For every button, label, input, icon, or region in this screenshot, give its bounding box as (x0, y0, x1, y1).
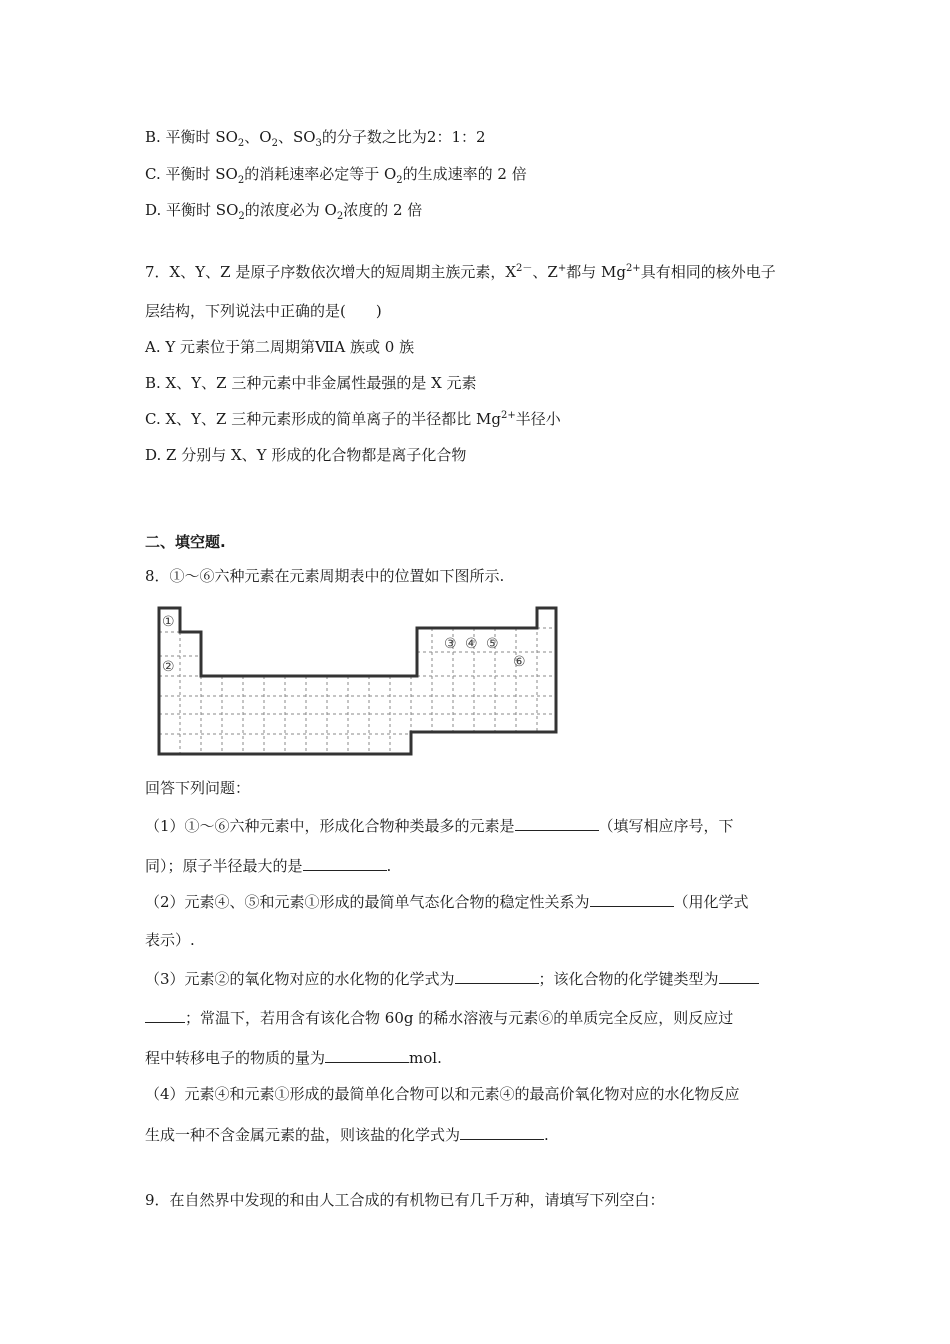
q7-option-d: D. Z 分别与 X、Y 形成的化合物都是离子化合物 (145, 446, 467, 464)
q6-option-c: C. 平衡时 $SO_2$的消耗速率必定等于 $O_2$的生成速率的 2 倍 (145, 165, 527, 186)
q8-part3-line2: ；常温下，若用含有该化合物 60g 的稀水溶液与元素⑥的单质完全反应，则反应过 (145, 1006, 733, 1028)
answer-blank[interactable] (455, 967, 539, 984)
q7-option-a: A. Y 元素位于第二周期第ⅦA 族或 0 族 (145, 338, 415, 356)
element-label-3: ③ (444, 636, 457, 652)
q8-part2-line2: 表示）. (145, 931, 195, 949)
answer-blank[interactable] (303, 854, 387, 871)
answer-blank[interactable] (145, 1006, 185, 1023)
q9-stem: 9．在自然界中发现的和由人工合成的有机物已有几千万种，请填写下列空白： (145, 1191, 665, 1209)
answer-blank[interactable] (325, 1046, 409, 1063)
section-heading: 二、填空题. (145, 533, 226, 551)
q8-part3-line3: 程中转移电子的物质的量为 mol. (145, 1046, 442, 1068)
q8-part1-line1: （1）①～⑥六种元素中，形成化合物种类最多的元素是 （填写相应序号，下 (145, 814, 734, 836)
q8-part3-line1: （3）元素②的氧化物对应的水化物的化学式为 ；该化合物的化学键类型为 (145, 967, 759, 989)
q7-stem-line1: 7．X、Y、Z 是原子序数依次增大的短周期主族元素，$X^{2-}$、Z+都与 $Mg^{2+}$具有相同的核外电子 (145, 263, 776, 281)
answer-blank[interactable] (719, 967, 759, 984)
q8-answer-intro: 回答下列问题： (145, 779, 251, 797)
element-label-6: ⑥ (513, 654, 526, 670)
element-label-1: ① (162, 614, 175, 630)
q6-option-d: D. 平衡时 $SO_2$的浓度必为 $O_2$浓度的 2 倍 (145, 201, 423, 222)
q8-part4-line2: 生成一种不含金属元素的盐，则该盐的化学式为 . (145, 1123, 549, 1145)
q7-stem-line2: 层结构，下列说法中正确的是( ) (145, 302, 382, 320)
q8-part4-line1: （4）元素④和元素①形成的最简单化合物可以和元素④的最高价氧化物对应的水化物反应 (145, 1085, 740, 1103)
element-label-4: ④ (465, 636, 478, 652)
q8-stem: 8．①～⑥六种元素在元素周期表中的位置如下图所示. (145, 567, 505, 585)
answer-blank[interactable] (590, 890, 674, 907)
q7-option-b: B. X、Y、Z 三种元素中非金属性最强的是 X 元素 (145, 374, 477, 392)
periodic-table-figure (153, 604, 563, 760)
table-outline (159, 608, 556, 754)
element-label-2: ② (162, 659, 175, 675)
q7-option-c: C. X、Y、Z 三种元素形成的简单离子的半径都比 $Mg^{2+}$半径小 (145, 410, 561, 428)
q8-part2-line1: （2）元素④、⑤和元素①形成的最简单气态化合物的稳定性关系为 （用化学式 (145, 890, 749, 912)
q6-option-b: B. 平衡时 $SO_2$、$O_2$、$SO_3$的分子数之比为2：1：2 (145, 128, 486, 149)
answer-blank[interactable] (515, 814, 599, 831)
element-label-5: ⑤ (486, 636, 499, 652)
q8-part1-line2: 同）；原子半径最大的是 . (145, 854, 391, 876)
answer-blank[interactable] (460, 1123, 544, 1140)
